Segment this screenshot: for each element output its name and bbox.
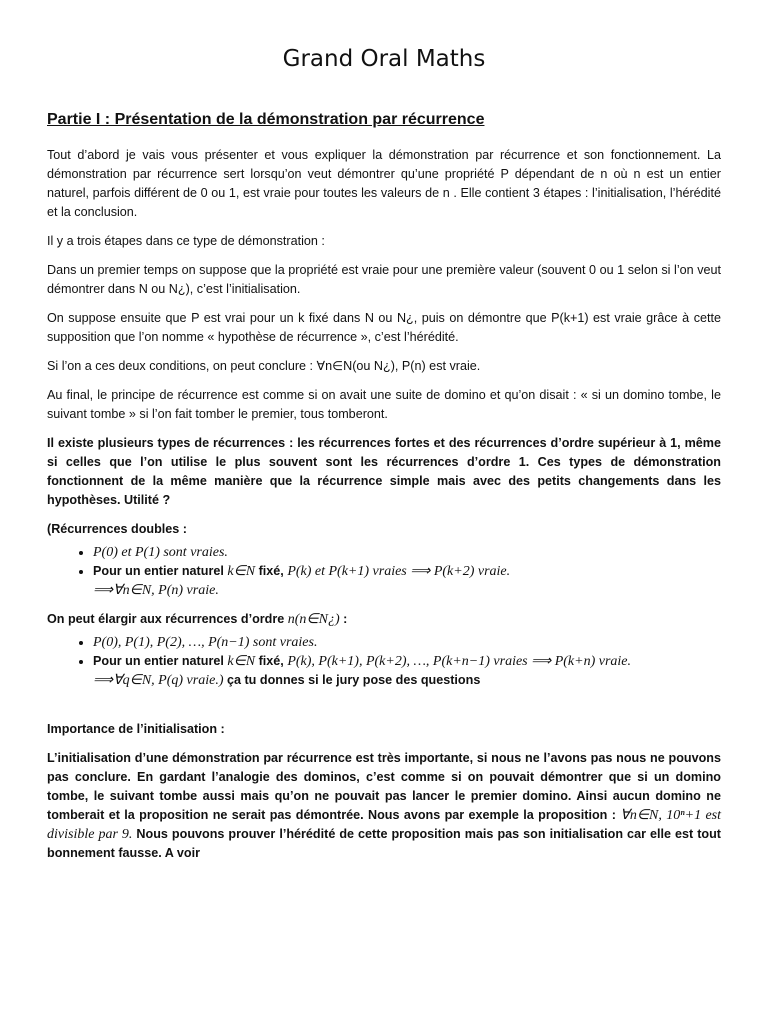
paragraph-importance-heading: Importance de l’initialisation : xyxy=(47,722,225,736)
paragraph-types: Il existe plusieurs types de récurrences : les récurrences fortes et des récurrences d’ordre supérieur à 1, même si celles que l’on utilise le plus souvent sont les récurrences d’ordre 1. Ces types de démonstration fonctionnent de la même manière que la récurrence simple mais avec des petits changements dans les hypothèses. Utilité ? xyxy=(47,436,721,507)
paragraph-conclusion: Si l’on a ces deux conditions, on peut conclure : ∀n∈N(ou N¿), P(n) est vraie. xyxy=(47,359,481,373)
list-item: • P(0) et P(1) sont vraies. xyxy=(93,543,721,562)
spacer xyxy=(47,700,721,720)
paragraph-steps-intro: Il y a trois étapes dans ce type de démonstration : xyxy=(47,234,325,248)
paragraph-order-n: On peut élargir aux récurrences d’ordre n(n∈N¿) : xyxy=(47,612,348,627)
section-heading: Partie I : Présentation de la démonstration par récurrence xyxy=(47,111,485,128)
list-order-n-recurrence xyxy=(47,633,721,690)
paragraph-importance: L’initialisation d’une démonstration par récurrence est très importante, si nous ne l’avons pas nous ne pouvons pas conclure. En gardant l’analogie des dominos, c’est comme si on pouvait démontrer que si un domino tombe, le suivant tombe aussi mais qu’on ne pouvait pas lancer le premier domino. Ainsi aucun domino ne tomberait et la proposition ne serait pas démontrée. Nous avons par exemple la proposition : ∀n∈N, 10ⁿ+1 est divisible par 9. Nous pouvons prouver l’hérédité de cette proposition mais pas son initialisation car elle est tout bonnement fausse. A voir xyxy=(47,751,721,860)
page-title: Grand Oral Maths xyxy=(282,46,486,72)
paragraph-heredite: On suppose ensuite que P est vrai pour un k fixé dans N ou N¿, puis on démontre que P(k+1) est vraie grâce à cette supposition que l’on nomme « hypothèse de récurrence », c’est l’hérédité. xyxy=(47,311,721,344)
paragraph-initialisation: Dans un premier temps on suppose que la propriété est vraie pour une première valeur (souvent 0 ou 1 selon si l’on veut démontrer dans N ou N¿), c’est l’initialisation. xyxy=(47,263,721,296)
list-item: • Pour un entier naturel k∈N fixé, P(k), P(k+1), P(k+2), …, P(k+n−1) vraies ⟹ P(k+n) vraie. ⟹∀q∈N, P(q) vraie.) ça tu donnes si le jury pose des questions xyxy=(93,652,721,690)
list-double-recurrence xyxy=(47,543,721,600)
list-item: • Pour un entier naturel k∈N fixé, P(k) et P(k+1) vraies ⟹ P(k+2) vraie. ⟹∀n∈N, P(n) vraie. xyxy=(93,562,721,600)
list-item: • P(0), P(1), P(2), …, P(n−1) sont vraies. xyxy=(93,633,721,652)
paragraph-domino: Au final, le principe de récurrence est comme si on avait une suite de domino et qu’on disait : « si un domino tombe, le suivant tombe » si l’on fait tomber le premier, tous tomberont. xyxy=(47,388,721,421)
paragraph-double-heading: (Récurrences doubles : xyxy=(47,522,187,536)
document-content xyxy=(47,146,721,873)
paragraph-intro: Tout d’abord je vais vous présenter et vous expliquer la démonstration par récurrence et son fonctionnement. La démonstration par récurrence sert lorsqu’on veut démontrer qu’une propriété P dépendant de n où n est un entier naturel, parfois différent de 0 ou 1, est vraie pour toutes les valeurs de n . Elle contient 3 étapes : l’initialisation, l’hérédité et la conclusion. xyxy=(47,148,721,219)
